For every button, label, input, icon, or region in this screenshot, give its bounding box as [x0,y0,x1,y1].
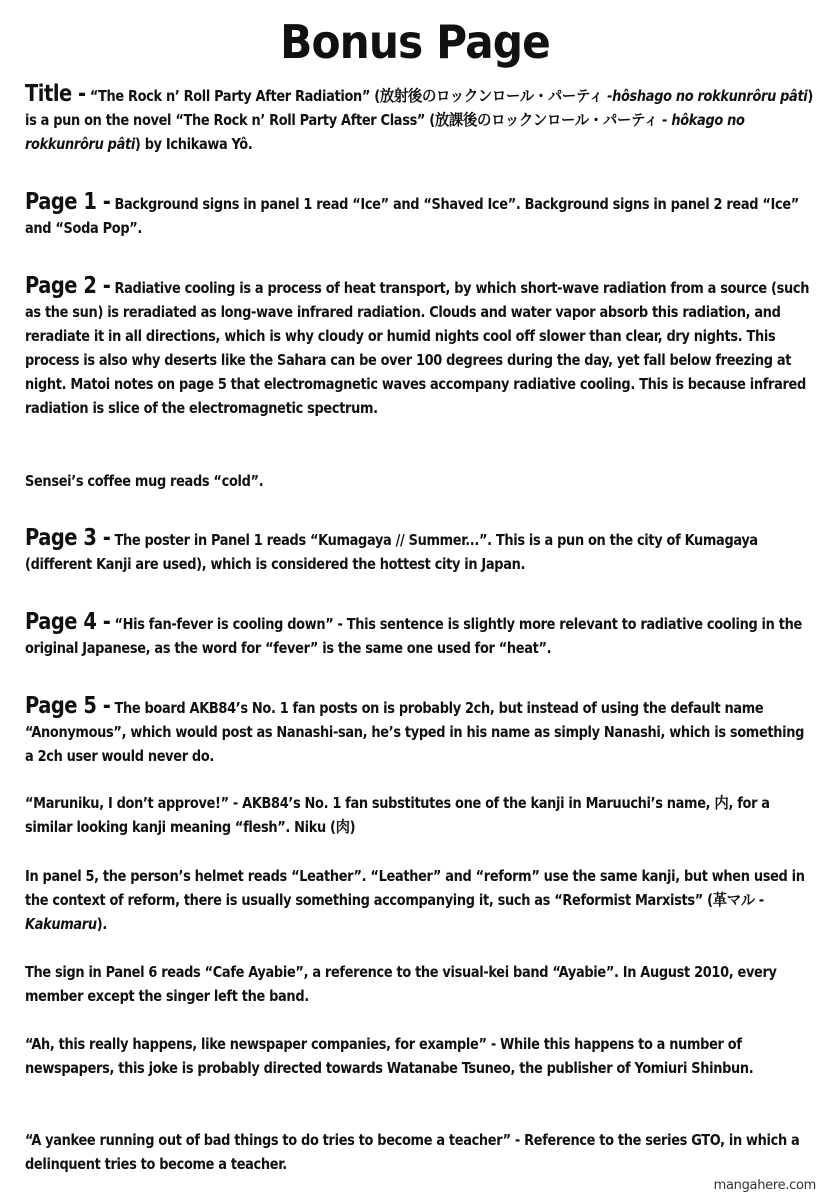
page5-yankee [25,1128,815,1176]
yankee-text: “A yankee running out of bad things to do tries to become a teacher” - Reference to the series GTO, in which a delinquent tries to become a teacher. [25,1131,800,1173]
ayabie-text: The sign in Panel 6 reads “Cafe Ayabie”, a reference to the visual-kei band “Ayabie”. In August 2010, every member except the singer left the band. [25,963,777,1005]
helmet-text [25,864,815,936]
title-note [25,82,815,156]
watermark: mangahere.com [713,1178,816,1193]
section-label: Title - [25,81,86,107]
romaji-span: -hôshago no rokkunrôru pâti [607,87,808,105]
romaji-span: - Kakumaru [25,891,765,933]
section-label: Page 4 - [25,609,111,635]
section-label: Page 1 - [25,189,111,215]
text-span: ) is a pun on the novel “The Rock n’ Roll Party After Class” (放課後のロックンロール・パーティ [25,87,814,129]
section-label: Page 2 - [25,273,111,299]
romaji-span: - hôkago no rokkunrôru pâti [25,111,745,153]
page3-text [25,526,815,576]
page5-maruniku [25,791,815,839]
page2-text [25,274,815,420]
page1-text [25,190,815,240]
text-span: Radiative cooling is a process of heat transport, by which short-wave radiation from a source (such as the sun) is reradiated as long-wave infrared radiation. Clouds and water vapor absorb this radiation, and reradiate it in all directions, which is why cloudy or humid nights cool off slower than clear, dry nights. This process is also why deserts like the Sahara can be over 100 degrees during the day, yet fall below freezing at night. Matoi notes on page 5 that electromagnetic waves accompany radiative cooling. This is because infrared radiation is slice of the electromagnetic spectrum. [25,279,810,417]
page5-note [25,694,815,768]
text-span: In panel 5, the person’s helmet reads “Leather”. “Leather” and “reform” use the same kanji, but when used in the context of reform, there is usually something accompanying it, such as “Reformist Marxists” (革マル [25,867,805,909]
page-title: Bonus Page [280,15,550,69]
text-span: ) by Ichikawa Yô. [134,135,253,153]
page2-note [25,274,815,420]
page2-extra-text: Sensei’s coffee mug reads “cold”. [25,472,264,490]
section-label: Page 3 - [25,525,111,551]
section-label: Page 5 - [25,693,111,719]
page3-note [25,526,815,576]
title-note-text [25,82,815,156]
page5-ayabie [25,960,815,1008]
text-span: “His fan-fever is cooling down” - This sentence is slightly more relevant to radiative cooling in the original Japanese, as the word for “fever” is the same one used for “heat”. [25,615,802,657]
text-span: Background signs in panel 1 read “Ice” and “Shaved Ice”. Background signs in panel 2 read “Ice” and “Soda Pop”. [25,195,799,237]
text-span: The poster in Panel 1 reads “Kumagaya // Summer...”. This is a pun on the city of Kumagaya (different Kanji are used), which is considered the hottest city in Japan. [25,531,758,573]
page2-extra [25,469,815,493]
newspaper-text: “Ah, this really happens, like newspaper companies, for example” - While this happens to a number of newspapers, this joke is probably directed towards Watanabe Tsuneo, the publisher of Yomiuri Shinbun. [25,1035,754,1077]
page1-note [25,190,815,240]
text-span: ). [96,915,107,933]
maruniku-text: “Maruniku, I don’t approve!” - AKB84’s No. 1 fan substitutes one of the kanji in Maruuchi’s name, 内, for a similar looking kanji meaning “flesh”. Niku (肉) [25,794,770,836]
page5-newspaper [25,1032,815,1080]
page4-note [25,610,815,660]
page5-text [25,694,815,768]
page4-text [25,610,815,660]
text-span: The board AKB84’s No. 1 fan posts on is probably 2ch, but instead of using the default name “Anonymous”, which would post as Nanashi-san, he’s typed in his name as simply Nanashi, which is something a 2ch user would never do. [25,699,805,765]
text-span: “The Rock n’ Roll Party After Radiation” (放射後のロックンロール・パーティ [85,87,608,105]
page5-helmet [25,864,815,936]
